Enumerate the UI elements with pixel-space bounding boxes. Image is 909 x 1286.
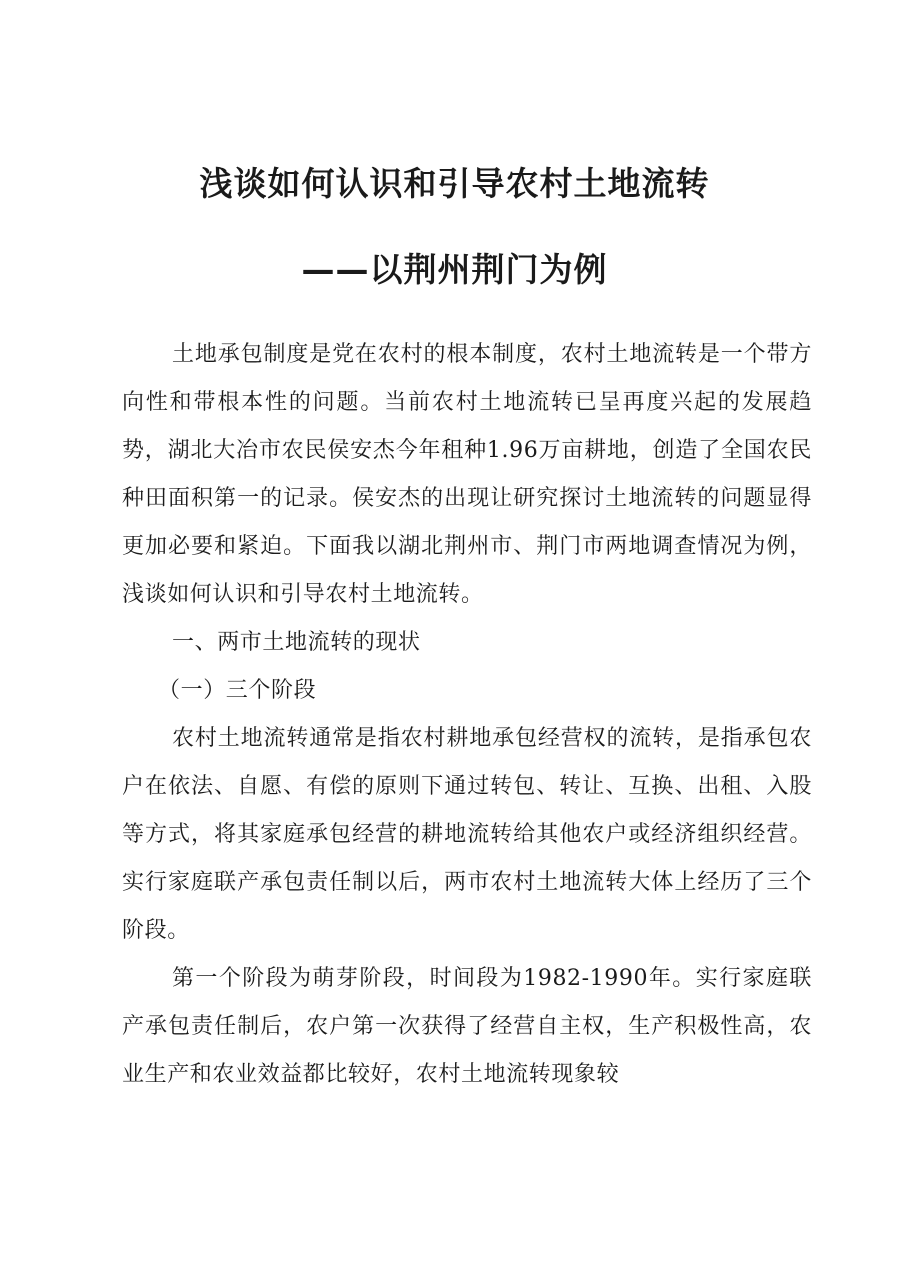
paragraph-stage-one: 第一个阶段为萌芽阶段，时间段为1982-1990年。实行家庭联产承包责任制后，农户第一次获得了经营自主权，生产积极性高，农业生产和农业效益都比较好，农村土地流转现象较	[122, 966, 812, 1087]
document-body	[122, 331, 812, 1099]
subsection-heading-1: （一）三个阶段	[158, 678, 317, 703]
document-subtitle: ——以荆州荆门为例	[301, 250, 608, 289]
section-heading-1: 一、两市土地流转的现状	[172, 630, 421, 655]
paragraph-definition: 农村土地流转通常是指农村耕地承包经营权的流转，是指承包农户在依法、自愿、有偿的原则下通过转包、转让、互换、出租、入股等方式，将其家庭承包经营的耕地流转给其他农户或经济组织经营。实行家庭联产承包责任制以后，两市农村土地流转大体上经历了三个阶段。	[122, 726, 812, 943]
paragraph-intro: 土地承包制度是党在农村的根本制度，农村土地流转是一个带方向性和带根本性的问题。当前农村土地流转已呈再度兴起的发展趋势，湖北大冶市农民侯安杰今年租种1.96万亩耕地，创造了全国农民种田面积第一的记录。侯安杰的出现让研究探讨土地流转的问题显得更加必要和紧迫。下面我以湖北荆州市、荆门市两地调查情况为例，浅谈如何认识和引导农村土地流转。	[122, 342, 812, 607]
document-title: 浅谈如何认识和引导农村土地流转	[199, 164, 710, 203]
